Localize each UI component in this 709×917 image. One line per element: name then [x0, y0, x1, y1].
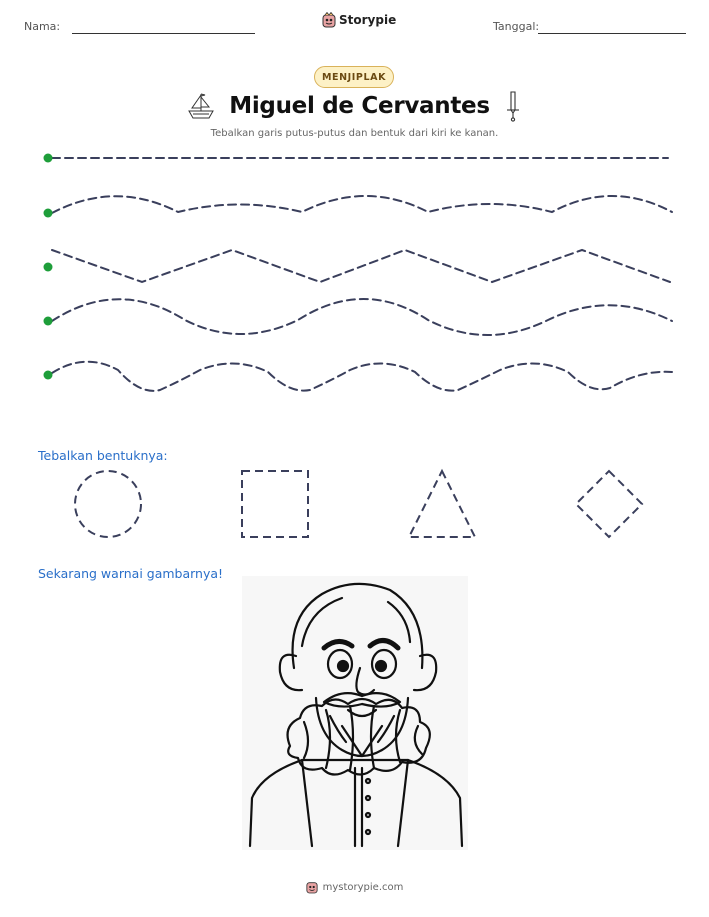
name-label: Nama: — [24, 20, 61, 33]
start-dot — [44, 154, 53, 163]
start-dot — [44, 263, 53, 272]
storypie-logo-icon — [306, 880, 318, 894]
cervantes-coloring-illustration — [242, 576, 468, 850]
storypie-logo-icon — [322, 12, 336, 28]
tracing-line-wave-3[interactable] — [52, 362, 672, 391]
footer-link[interactable]: mystorypie.com — [322, 881, 404, 893]
page-title: Miguel de Cervantes — [229, 93, 490, 119]
footer — [0, 880, 709, 894]
tracing-area — [0, 140, 709, 400]
title-row — [0, 90, 709, 122]
shapes-label: Tebalkan bentuknya: — [38, 448, 168, 463]
coloring-image[interactable] — [242, 576, 468, 850]
instructions: Tebalkan garis putus-putus dan bentuk dari kiri ke kanan. — [210, 128, 499, 139]
name-line[interactable] — [72, 33, 255, 34]
date-label: Tanggal: — [493, 20, 540, 33]
tracing-line-zigzag[interactable] — [52, 250, 670, 282]
tracing-square[interactable] — [242, 471, 308, 537]
sword-icon — [504, 90, 522, 122]
brand-name: Storypie — [339, 13, 397, 27]
date-line[interactable] — [538, 33, 686, 34]
tracing-diamond[interactable] — [576, 471, 642, 537]
tracing-triangle[interactable] — [409, 471, 475, 537]
start-dot — [44, 209, 53, 218]
brand — [322, 12, 396, 28]
tracing-circle[interactable] — [75, 471, 141, 537]
start-dot — [44, 371, 53, 380]
tracing-line-wave-1[interactable] — [52, 196, 672, 213]
activity-badge: MENJIPLAK — [314, 66, 394, 88]
shapes-area — [0, 460, 709, 550]
ship-icon — [187, 91, 215, 121]
coloring-label: Sekarang warnai gambarnya! — [38, 566, 224, 581]
start-dot — [44, 317, 53, 326]
tracing-line-wave-2[interactable] — [52, 299, 672, 335]
